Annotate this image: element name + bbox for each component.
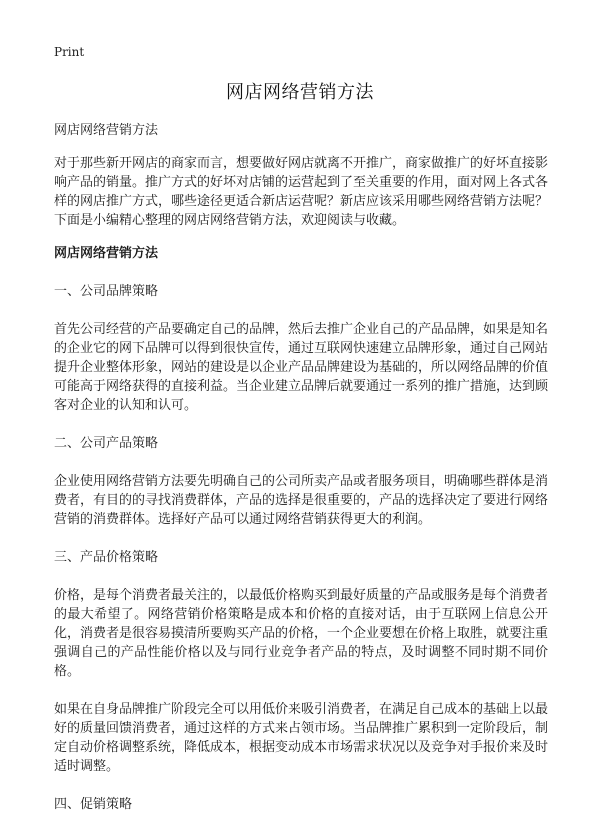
article-subtitle: 网店网络营销方法 — [54, 123, 159, 138]
print-link[interactable]: Print — [54, 45, 85, 59]
section-heading-price: 三、产品价格策略 — [54, 550, 159, 565]
paragraph-price-2: 如果在自身品牌推广阶段完全可以用低价来吸引消费者，在满足自己成本的基础上以最好的质量回馈消费者，通过这样的方式来占领市场。当品牌推广累积到一定阶段后，制定自动价格调整系统，降低成本，根据变动成本市场需求状况以及竞争对手报价来及时适时调整。 — [54, 702, 549, 774]
paragraph-price-1: 价格，是每个消费者最关注的，以最低价格购买到最好质量的产品或服务是每个消费者的最大希望了。网络营销价格策略是成本和价格的直接对话，由于互联网上信息公开化，消费者是很容易摸清所要购买产品的价格，一个企业要想在价格上取胜，就要注重强调自己的产品性能价格以及与同行业竞争者产品的特点，及时调整不同时期不同价格。 — [54, 588, 549, 679]
section-heading-brand: 一、公司品牌策略 — [54, 284, 159, 299]
paragraph-brand: 首先公司经营的产品要确定自己的品牌，然后去推广企业自己的产品品牌，如果是知名的企业它的网下品牌可以得到很快宣传，通过互联网快速建立品牌形象，通过自己网站提升企业整体形象，网站的建设是以企业产品品牌建设为基础的，所以网络品牌的价值可能高于网络获得的直接利益。当企业建立品牌后就要通过一系列的推广措施，达到顾客对企业的认知和认可。 — [54, 322, 549, 413]
section-heading-promotion: 四、促销策略 — [54, 797, 133, 812]
page-title: 网店网络营销方法 — [226, 82, 374, 103]
section-heading-product: 二、公司产品策略 — [54, 436, 159, 451]
article-body — [54, 121, 548, 833]
bold-section-heading: 网店网络营销方法 — [54, 246, 159, 261]
intro-paragraph: 对于那些新开网店的商家而言，想要做好网店就离不开推广，商家做推广的好坏直接影响产品的销量。推广方式的好坏对店铺的运营起到了至关重要的作用，面对网上各式各样的网店推广方式，哪些途径更适合新店运营呢？新店应该采用哪些网络营销方法呢？下面是小编精心整理的网店网络营销方法，欢迎阅读与收藏。 — [54, 156, 549, 228]
paragraph-product: 企业使用网络营销方法要先明确自己的公司所卖产品或者服务项目，明确哪些群体是消费者，有目的的寻找消费群体，产品的选择是很重要的，产品的选择决定了要进行网络营销的消费群体。选择好产品可以通过网络营销获得更大的利润。 — [54, 474, 549, 527]
